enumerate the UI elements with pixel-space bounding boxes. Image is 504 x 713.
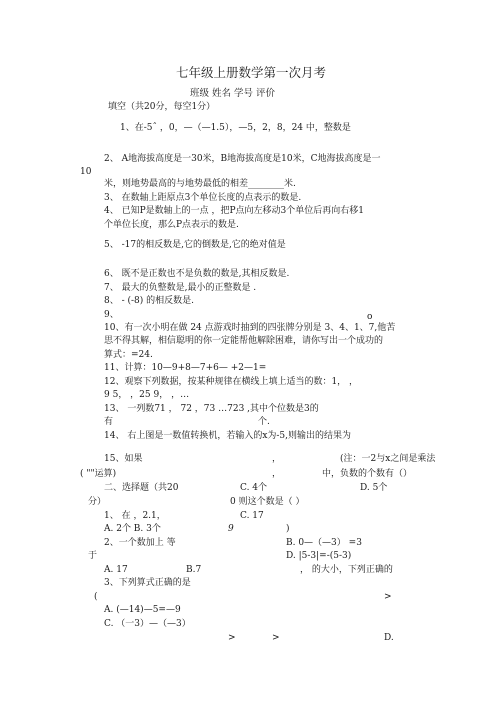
choice-q1: 1、 在 ，2.1，: [104, 511, 166, 521]
question-13: 13、 一列数71 ， 72 ，73 …723 ,其中个位数是3的: [104, 404, 319, 414]
question-2-cont-2: 米，则地势最高的与地势最低的相差________米.: [104, 179, 296, 189]
question-12: 12、观察下列数据，按某种规律在横线上填上适当的数：1， ，: [104, 377, 359, 387]
choice-q0-option-c: C. 4个: [240, 483, 268, 493]
question-6: 6、 既不是正数也不是负数的数是,其相反数是.: [104, 269, 290, 279]
choice-q2-option-b: B. 0—（—3） =3: [286, 538, 362, 548]
choice-q3-option-d: D.: [384, 633, 394, 643]
choice-q3-gt-1: >: [228, 633, 236, 643]
question-10: 10、有一次小明在做 24 点游戏时抽到的四张牌分别是 3、4、1、7,他苦: [104, 323, 396, 333]
class-info-line: 班级 姓名 学号 评价: [190, 88, 276, 99]
question-13-cont: 有: [104, 417, 114, 427]
choice-q1-mark: 9: [228, 524, 234, 534]
choice-q2-cont: 于: [88, 551, 98, 561]
question-15-note: (注：一2与x之间是乘法: [340, 454, 436, 464]
choice-q2: 2、一个数加上 等: [104, 538, 176, 548]
choice-q0-stem: 0 则这个数是（ ）: [230, 497, 305, 507]
section-choice-header: 二、选择题（共20: [104, 483, 179, 493]
choice-q3-gt: >: [384, 592, 392, 602]
choice-q0-option-d: D. 5个: [360, 483, 388, 493]
question-15-comma: ，: [272, 454, 282, 464]
question-2: 2、 A地海拔高度是一30米，B地海拔高度是10米，C地海拔高度是一: [104, 154, 381, 164]
question-9-mark: o: [367, 312, 373, 322]
question-10-cont: 思不得其解，相信聪明的你一定能帮他解除困难，请你写出一个成功的: [104, 336, 384, 346]
choice-q3: 3、下列算式正确的是: [104, 578, 191, 588]
question-12-cont: 9 5， ，25 9， ，…: [104, 390, 190, 400]
question-15-comma-2: ，: [272, 469, 282, 479]
choice-q1-paren: ): [286, 524, 290, 534]
choice-q2-option-d: D. |5-3|=-(5-3): [286, 551, 352, 561]
question-4: 4、 已知P是数轴上的一点 ，把P点向左移动3个单位后再向右移1: [104, 206, 365, 216]
question-2-cont: 10: [80, 167, 92, 177]
choice-q1-options-ab: A. 2个 B. 3个: [104, 524, 161, 534]
question-4-cont: 个单位长度，那么P点表示的数是.: [104, 220, 239, 230]
question-15-end: 中，负数的个数有（）: [322, 469, 413, 479]
choice-q3-option-a: A. (—14)—5=—9: [104, 605, 181, 615]
question-8: 8、 - (-8) 的相反数是.: [104, 296, 195, 306]
question-5: 5、 -17的相反数是,它的倒数是,它的绝对值是: [104, 240, 286, 250]
choice-q3-paren: (: [94, 592, 98, 602]
question-7: 7、 最大的负整数是,最小的正整数是 .: [104, 283, 257, 293]
question-11: 11、计算：10—9+8—7+6— +2—1=: [104, 363, 267, 373]
page-title: 七年级上册数学第一次月考: [176, 65, 327, 80]
section-choice-header-cont: 分）: [88, 497, 107, 507]
choice-q3-option-c: C. （一3）—（—3）: [104, 619, 191, 629]
question-15-note-cont: ( ""运算): [80, 469, 117, 479]
question-13-cont-2: 个.: [258, 417, 270, 427]
section-fill-blank-header: 填空（共20分，每空1分）: [108, 102, 216, 112]
question-10-cont-2: 算式：=24.: [104, 350, 153, 360]
question-15: 15、如果: [104, 454, 143, 464]
question-3: 3、 在数轴上距原点3个单位长度的点表示的数是.: [104, 193, 302, 203]
question-1: 1、在-5ˆ ，0，—（—1.5），—5，2，8，24 中，整数是: [120, 123, 351, 133]
choice-q3-compare: ， 的大小，下列正确的: [300, 565, 393, 575]
choice-q3-gt-2: >: [272, 633, 280, 643]
choice-q2-option-b2: B.7: [186, 565, 202, 575]
question-9: 9、: [104, 310, 119, 320]
question-14: 14、 右上图是一数值转换机，若输入的x为-5,则输出的结果为: [104, 431, 352, 441]
choice-q1-option-c: C. 17: [240, 511, 264, 521]
choice-q2-option-a: A. 17: [104, 565, 128, 575]
